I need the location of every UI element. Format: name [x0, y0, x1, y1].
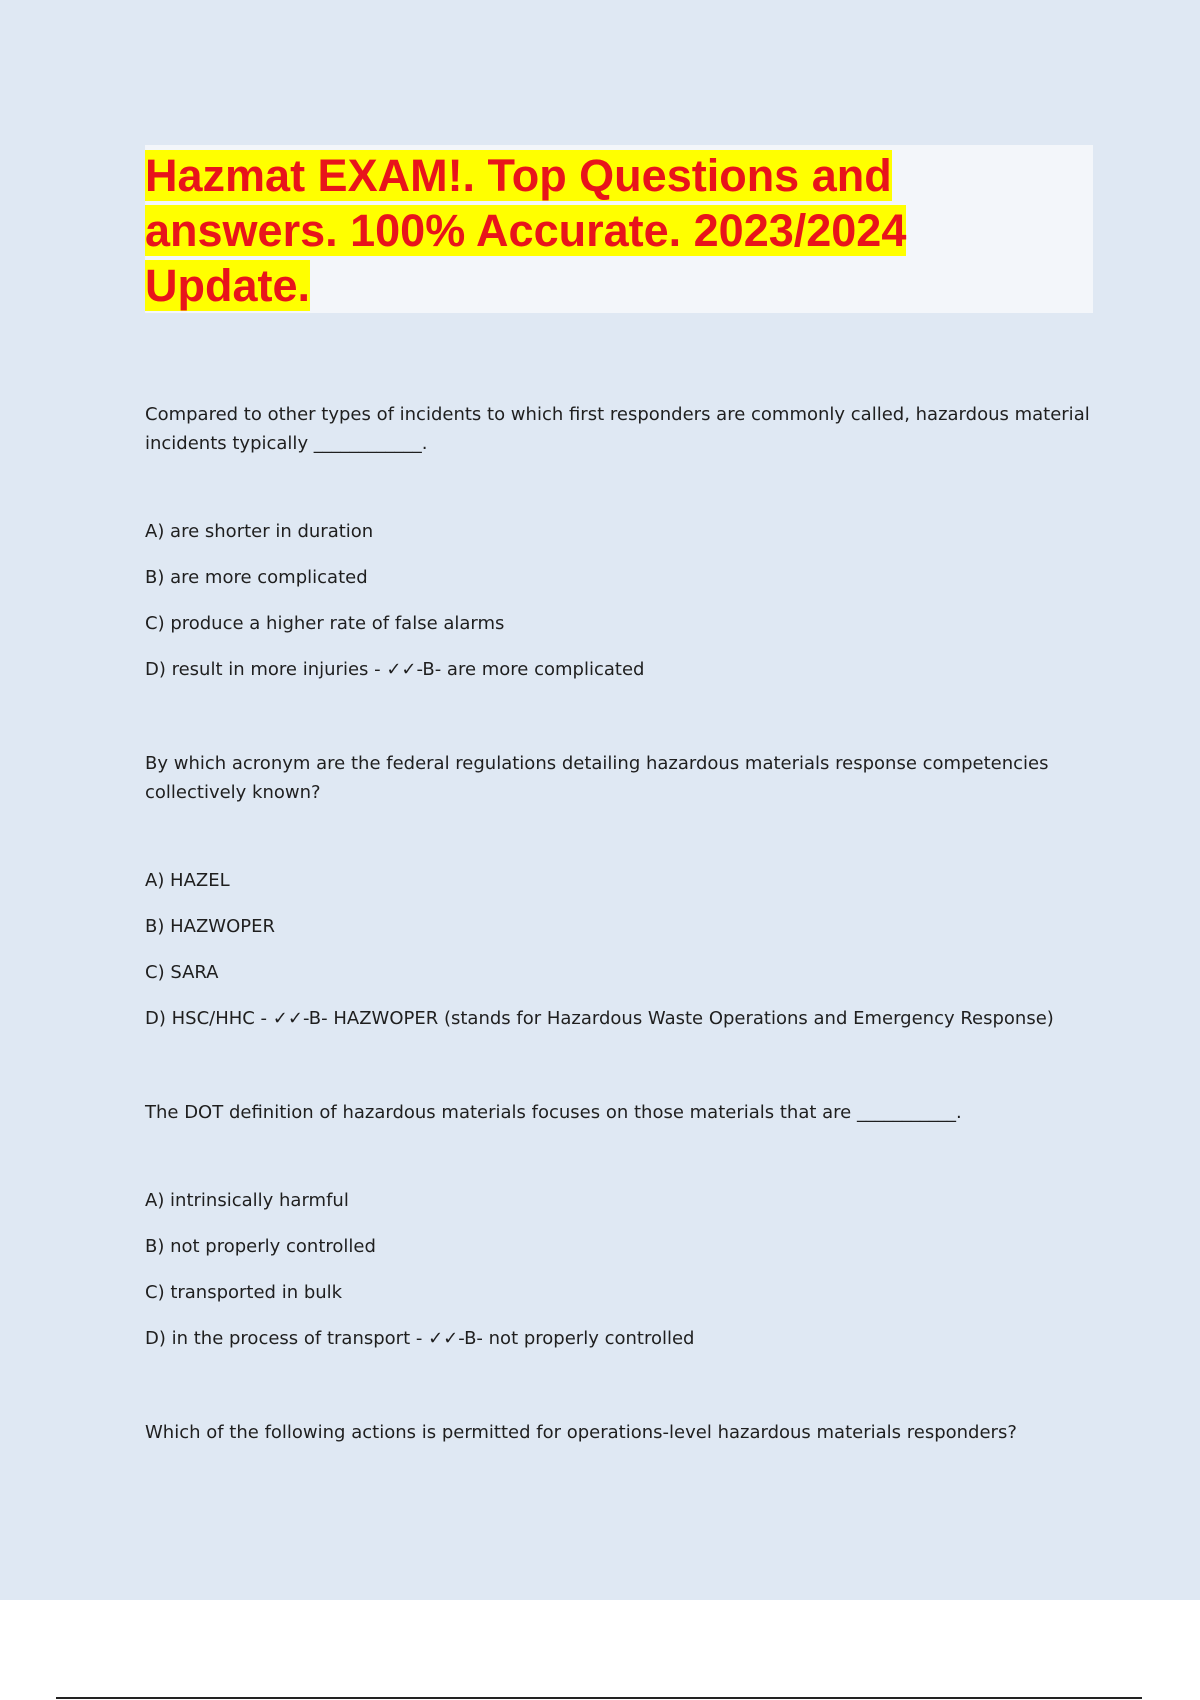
answer-options — [145, 520, 1095, 682]
answer-option-c: C) transported in bulk — [145, 1282, 343, 1303]
question-text: The DOT definition of hazardous materials focuses on those materials that are ___________. — [145, 1102, 962, 1123]
document-title — [145, 148, 1025, 313]
title-highlight: Hazmat EXAM!. Top Questions and answers. 100% Accurate. 2023/2024 Update. — [145, 150, 907, 311]
answer-option-b: B) HAZWOPER — [145, 916, 275, 937]
answer-option-a: A) are shorter in duration — [145, 521, 374, 542]
question-block — [145, 1098, 1095, 1351]
question-text: Which of the following actions is permitted for operations-level hazardous materials responders? — [145, 1422, 1017, 1443]
question-text: Compared to other types of incidents to which first responders are commonly called, hazardous material incidents typically ____________. — [145, 404, 1090, 454]
answer-option-d: D) HSC/HHC - ✓✓-B- HAZWOPER (stands for Hazardous Waste Operations and Emergency Response) — [145, 1008, 1054, 1029]
answer-options — [145, 1189, 1095, 1351]
answer-option-d: D) in the process of transport - ✓✓-B- not properly controlled — [145, 1328, 695, 1349]
answer-option-c: C) SARA — [145, 962, 219, 983]
footer-divider — [56, 1697, 1142, 1699]
questions-list — [145, 400, 1095, 1447]
answer-options — [145, 869, 1095, 1031]
answer-option-b: B) are more complicated — [145, 567, 368, 588]
question-block — [145, 749, 1095, 1031]
question-block — [145, 1418, 1095, 1447]
answer-option-a: A) HAZEL — [145, 870, 230, 891]
answer-option-b: B) not properly controlled — [145, 1236, 376, 1257]
question-text: By which acronym are the federal regulations detailing hazardous materials response competencies collectively known? — [145, 753, 1049, 803]
question-block — [145, 400, 1095, 682]
answer-option-c: C) produce a higher rate of false alarms — [145, 613, 505, 634]
answer-option-a: A) intrinsically harmful — [145, 1190, 349, 1211]
answer-option-d: D) result in more injuries - ✓✓-B- are more complicated — [145, 659, 645, 680]
